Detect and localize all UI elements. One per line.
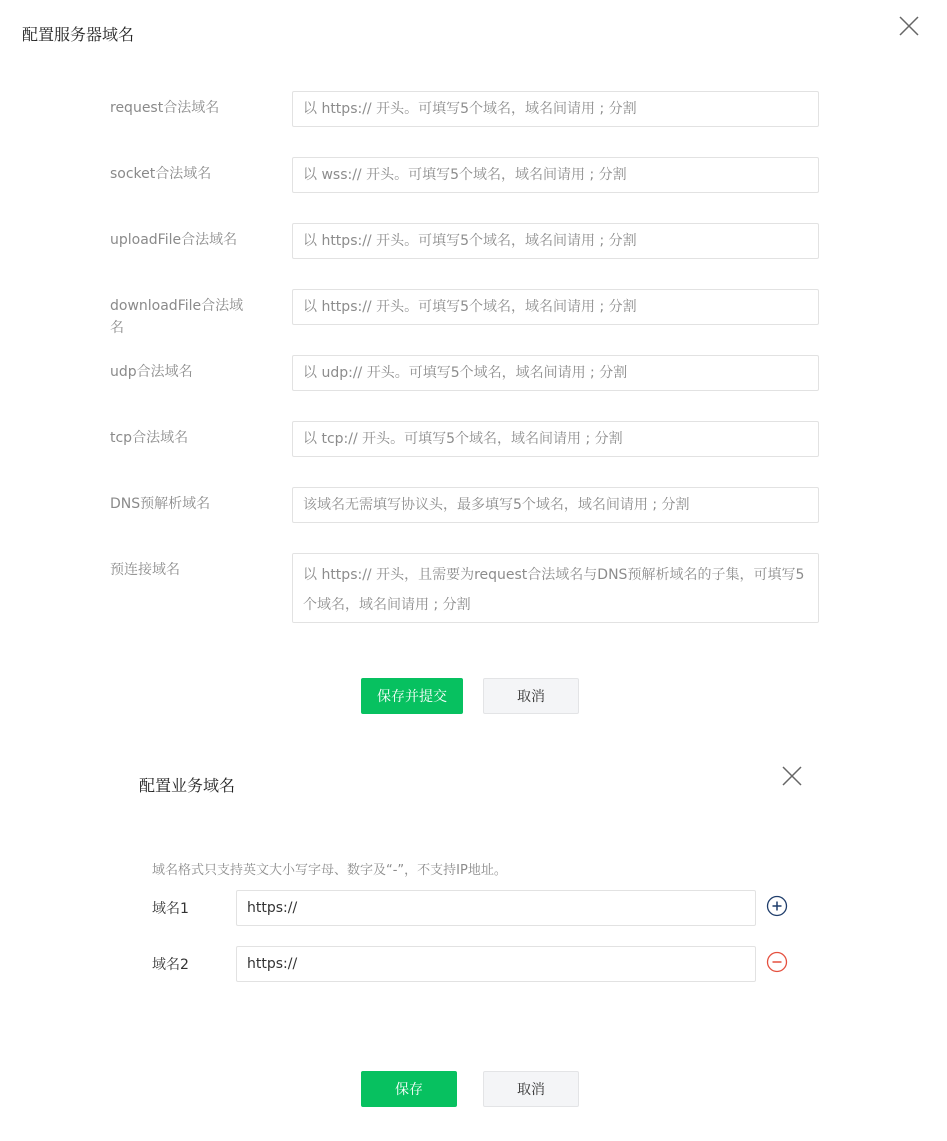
tcp-domain-input[interactable] xyxy=(292,421,819,457)
uploadfile-domain-input[interactable] xyxy=(292,223,819,259)
socket-domain-input[interactable] xyxy=(292,157,819,193)
minus-circle-icon[interactable] xyxy=(766,951,788,973)
downloadfile-domain-input[interactable] xyxy=(292,289,819,325)
field-label-uploadfile: uploadFile合法域名 xyxy=(110,232,238,248)
business-dialog-title: 配置业务域名 xyxy=(139,776,236,795)
field-label-dns-prefetch: DNS预解析域名 xyxy=(110,496,211,512)
udp-domain-input[interactable] xyxy=(292,355,819,391)
domain-2-label: 域名2 xyxy=(152,957,189,973)
save-button[interactable]: 保存 xyxy=(361,1071,457,1107)
business-dialog-close-icon[interactable] xyxy=(781,765,803,787)
domain-format-hint: 域名格式只支持英文大小写字母、数字及“-”，不支持IP地址。 xyxy=(152,863,507,878)
field-label-socket: socket合法域名 xyxy=(110,166,212,182)
field-label-request: request合法域名 xyxy=(110,100,220,116)
field-label-downloadfile: downloadFile合法域名 xyxy=(110,298,244,336)
request-domain-input[interactable] xyxy=(292,91,819,127)
preconnect-domain-textarea[interactable] xyxy=(292,553,819,623)
server-cancel-button[interactable]: 取消 xyxy=(483,678,579,714)
field-label-preconnect: 预连接域名 xyxy=(110,562,180,578)
domain-1-label: 域名1 xyxy=(152,901,189,917)
server-dialog-title: 配置服务器域名 xyxy=(22,25,135,44)
save-and-submit-button[interactable]: 保存并提交 xyxy=(361,678,463,714)
field-label-tcp: tcp合法域名 xyxy=(110,430,189,446)
business-cancel-button[interactable]: 取消 xyxy=(483,1071,579,1107)
domain-1-input[interactable] xyxy=(236,890,756,926)
plus-circle-icon[interactable] xyxy=(766,895,788,917)
domain-2-input[interactable] xyxy=(236,946,756,982)
dns-prefetch-domain-input[interactable] xyxy=(292,487,819,523)
field-label-udp: udp合法域名 xyxy=(110,364,193,380)
server-dialog-close-icon[interactable] xyxy=(898,15,920,37)
